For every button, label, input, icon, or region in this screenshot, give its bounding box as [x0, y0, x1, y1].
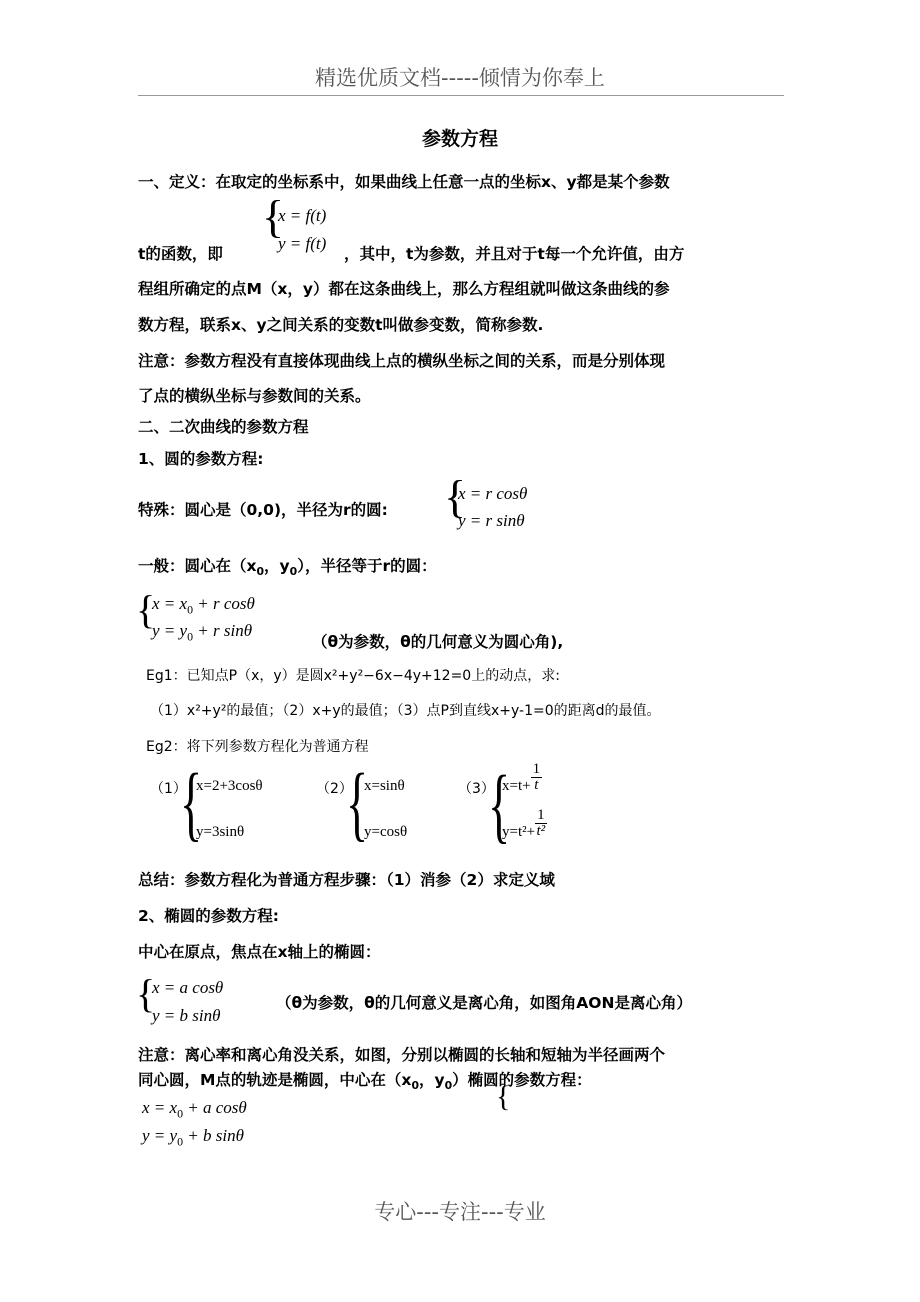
- left-brace-icon: {: [488, 759, 511, 852]
- general-eq-y: [152, 621, 252, 644]
- general-part-a: 一般：圆心在（x: [138, 557, 257, 575]
- circle-general-text: [138, 554, 437, 578]
- eg1-questions: （1）x²+y²的最值；（2）x+y的最值；（3）点P到直线x+y-1=0的距离d的最值。: [150, 703, 661, 719]
- final-eq-x-a: x = x: [142, 1098, 178, 1117]
- final-eq-y: [142, 1126, 244, 1149]
- fraction-1-over-t: [531, 762, 543, 793]
- summary-text: 总结：参数方程化为普通方程步骤：（1）消参（2）求定义域: [138, 871, 555, 889]
- final-eq-x-b: + a cosθ: [183, 1098, 247, 1117]
- left-brace-icon: {: [136, 971, 156, 1016]
- left-brace-icon: {: [180, 757, 203, 850]
- left-brace-icon: {: [262, 191, 285, 242]
- definition-eq-x: x = f(t): [278, 206, 327, 225]
- general-eq-x: [152, 594, 255, 617]
- eg2-item-1-label: （1）: [150, 781, 187, 797]
- final-eq-y-a: y = y: [142, 1126, 178, 1145]
- eg2-item-1-eq-x: x=2+3cosθ: [196, 778, 263, 794]
- eg2-item-3-eq-y: [502, 807, 547, 841]
- page-title: 参数方程: [421, 128, 498, 150]
- remark-part-2: ，y: [418, 1071, 445, 1089]
- ellipse-description: 中心在原点，焦点在x轴上的椭圆：: [138, 943, 381, 961]
- eg2-item-3-label: （3）: [458, 781, 495, 797]
- ellipse-heading: 2、椭圆的参数方程:: [138, 907, 279, 925]
- general-eq-y-sub: 0: [187, 629, 194, 644]
- fraction-den: t²: [536, 823, 546, 840]
- definition-line-4: 数方程，联系x、y之间关系的变数t叫做参变数，简称参数.: [138, 316, 544, 334]
- ellipse-eq-y: y = b sinθ: [152, 1006, 221, 1025]
- remark-part-1: 同心圆，M点的轨迹是椭圆，中心在（x: [138, 1071, 412, 1089]
- left-brace-icon: {: [136, 587, 156, 632]
- remark-sub-x: 0: [411, 1079, 419, 1093]
- section-2-heading: 二、二次曲线的参数方程: [138, 418, 309, 436]
- definition-line-2a: t的函数，即: [138, 245, 223, 263]
- general-sub-y: 0: [289, 565, 298, 579]
- definition-line-1: 一、定义：在取定的坐标系中，如果曲线上任意一点的坐标x、y都是某个参数: [138, 173, 670, 191]
- general-part-b: ，y: [264, 557, 290, 575]
- general-eq-y-a: y = y: [152, 621, 188, 640]
- note-line-1: 注意：参数方程没有直接体现曲线上点的横纵坐标之间的关系，而是分别体现: [138, 352, 666, 370]
- definition-line-2b: ，其中，t为参数，并且对于t每一个允许值，由方: [344, 245, 685, 263]
- eg1-text: Eg1：已知点P（x，y）是圆x²+y²−6x−4y+12=0上的动点，求:: [146, 668, 560, 684]
- general-part-c: ），半径等于r的圆：: [297, 557, 437, 575]
- general-eq-y-b: + r sinθ: [193, 621, 253, 640]
- ellipse-eq-x: x = a cosθ: [152, 978, 224, 997]
- final-eq-x-sub: 0: [177, 1106, 184, 1121]
- general-eq-x-a: x = x: [152, 594, 188, 613]
- final-eq-y-sub: 0: [177, 1134, 184, 1149]
- special-eq-x: x = r cosθ: [458, 484, 528, 503]
- page-header: 精选优质文档-----倾情为你奉上: [315, 66, 605, 90]
- eg2-item-2-eq-x: x=sinθ: [364, 778, 405, 794]
- remark-sub-y: 0: [444, 1079, 453, 1093]
- page-footer: 专心---专注---专业: [374, 1200, 546, 1224]
- circle-heading: 1、圆的参数方程:: [138, 450, 264, 468]
- fraction-num: 1: [532, 761, 541, 778]
- eg2-text: Eg2：将下列参数方程化为普通方程: [146, 739, 369, 755]
- final-eq-y-b: + b sinθ: [183, 1126, 244, 1145]
- eg2-item-2-eq-y: y=cosθ: [364, 824, 408, 840]
- left-brace-icon: {: [496, 1080, 511, 1113]
- eg2-item-1-eq-y: y=3sinθ: [196, 824, 245, 840]
- eg2-item-2-label: （2）: [316, 781, 353, 797]
- remark-part-3: ）椭圆的参数方程：: [452, 1071, 592, 1089]
- definition-eq-y: y = f(t): [278, 234, 327, 253]
- header-divider: [138, 95, 784, 96]
- note-line-2: 了点的横纵坐标与参数间的关系。: [138, 387, 371, 405]
- fraction-1-over-t2: [535, 808, 547, 839]
- ellipse-remark-line-2: [138, 1068, 592, 1092]
- special-eq-y: y = r sinθ: [458, 511, 525, 530]
- general-sub-x: 0: [256, 565, 265, 579]
- final-eq-x: [142, 1098, 247, 1121]
- eg2-item-3-eq-x-text: x=t+: [502, 778, 531, 794]
- circle-special-text: 特殊：圆心是（0,0)，半径为r的圆:: [138, 501, 388, 519]
- fraction-num: 1: [537, 807, 545, 824]
- ellipse-note: （θ为参数，θ的几何意义是离心角，如图角AON是离心角）: [276, 994, 692, 1012]
- eg2-item-3-eq-x: [502, 761, 542, 795]
- fraction-den: t: [534, 777, 539, 794]
- eg2-item-3-eq-y-text: y=t²+: [502, 824, 536, 840]
- general-eq-x-sub: 0: [187, 602, 194, 617]
- circle-general-note: （θ为参数，θ的几何意义为圆心角),: [312, 633, 564, 651]
- left-brace-icon: {: [444, 471, 467, 522]
- definition-line-3: 程组所确定的点M（x，y）都在这条曲线上，那么方程组就叫做这条曲线的参: [138, 280, 670, 298]
- general-eq-x-b: + r cosθ: [193, 594, 255, 613]
- ellipse-remark-line-1: 注意：离心率和离心角没关系，如图，分别以椭圆的长轴和短轴为半径画两个: [138, 1046, 666, 1064]
- left-brace-icon: {: [346, 757, 369, 850]
